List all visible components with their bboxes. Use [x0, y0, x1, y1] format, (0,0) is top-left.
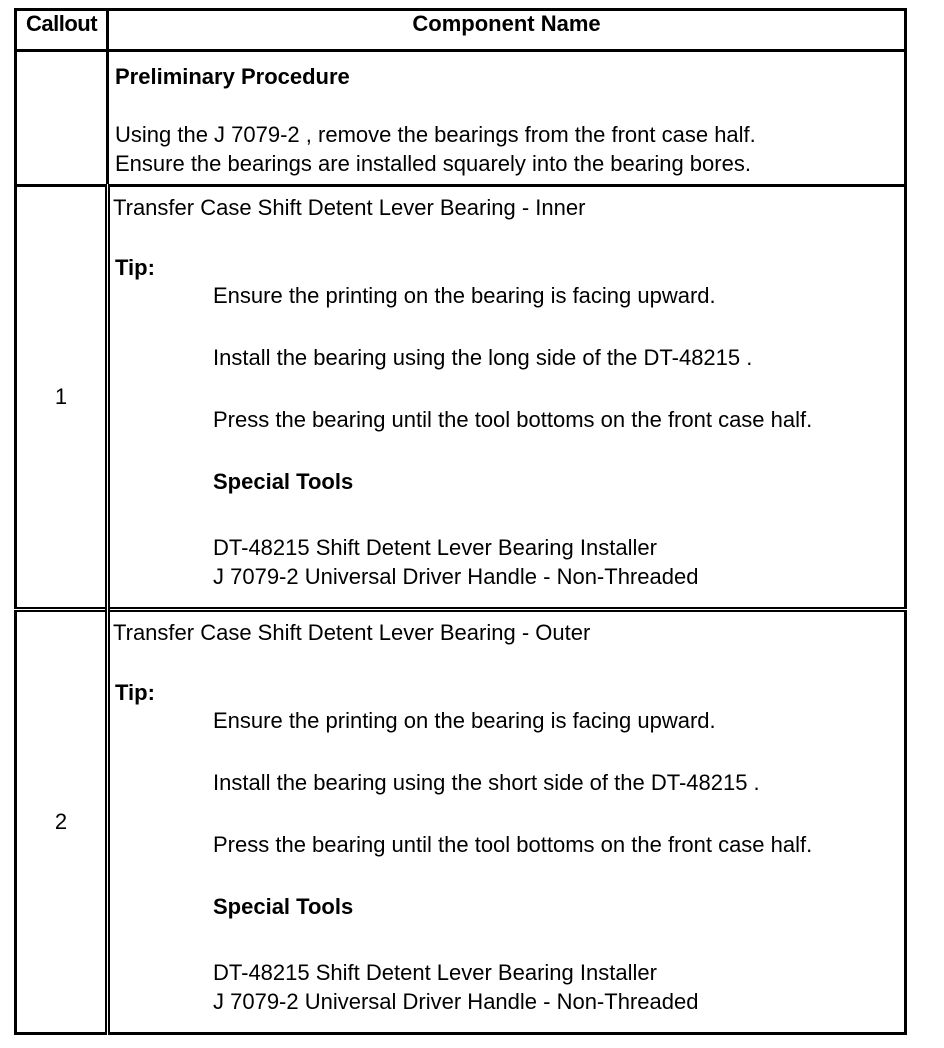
- step-title: Transfer Case Shift Detent Lever Bearing - Inner: [113, 195, 586, 220]
- step-title: Transfer Case Shift Detent Lever Bearing - Outer: [113, 620, 591, 645]
- preliminary-callout-cell: [16, 51, 108, 186]
- special-tools-label: Special Tools: [213, 894, 354, 919]
- special-tools-label: Special Tools: [213, 469, 354, 494]
- step-row-1: [16, 186, 906, 610]
- preliminary-line: Ensure the bearings are installed squarely into the bearing bores.: [115, 151, 751, 176]
- preliminary-cell: [108, 51, 906, 186]
- tool-line: DT-48215 Shift Detent Lever Bearing Installer: [213, 535, 657, 560]
- preliminary-row: [16, 51, 906, 186]
- tool-line: J 7079-2 Universal Driver Handle - Non-Threaded: [213, 564, 699, 589]
- component-name-column-header: Component Name: [108, 10, 906, 51]
- preliminary-title: Preliminary Procedure: [115, 64, 350, 89]
- tip-label: Tip:: [115, 255, 155, 280]
- table-header-row: [16, 10, 906, 51]
- callout-number-1: 1: [16, 186, 108, 610]
- tip-line: Press the bearing until the tool bottoms on the front case half.: [213, 832, 813, 857]
- tip-line: Install the bearing using the short side of the DT-48215 .: [213, 770, 760, 795]
- procedure-sheet: [14, 8, 904, 1035]
- step-row-2: [16, 610, 906, 1034]
- tool-line: DT-48215 Shift Detent Lever Bearing Installer: [213, 960, 657, 985]
- preliminary-line: Using the J 7079-2 , remove the bearings from the front case half.: [115, 122, 756, 147]
- step-cell-1: [108, 186, 906, 610]
- tip-label: Tip:: [115, 680, 155, 705]
- callout-table: [14, 8, 907, 1035]
- step-cell-2: [108, 610, 906, 1034]
- tip-line: Install the bearing using the long side of the DT-48215 .: [213, 345, 753, 370]
- tip-line: Ensure the printing on the bearing is facing upward.: [213, 708, 716, 733]
- tip-line: Ensure the printing on the bearing is facing upward.: [213, 283, 716, 308]
- tip-line: Press the bearing until the tool bottoms on the front case half.: [213, 407, 813, 432]
- callout-number-2: 2: [16, 610, 108, 1034]
- callout-column-header: Callout: [16, 10, 108, 51]
- tool-line: J 7079-2 Universal Driver Handle - Non-Threaded: [213, 989, 699, 1014]
